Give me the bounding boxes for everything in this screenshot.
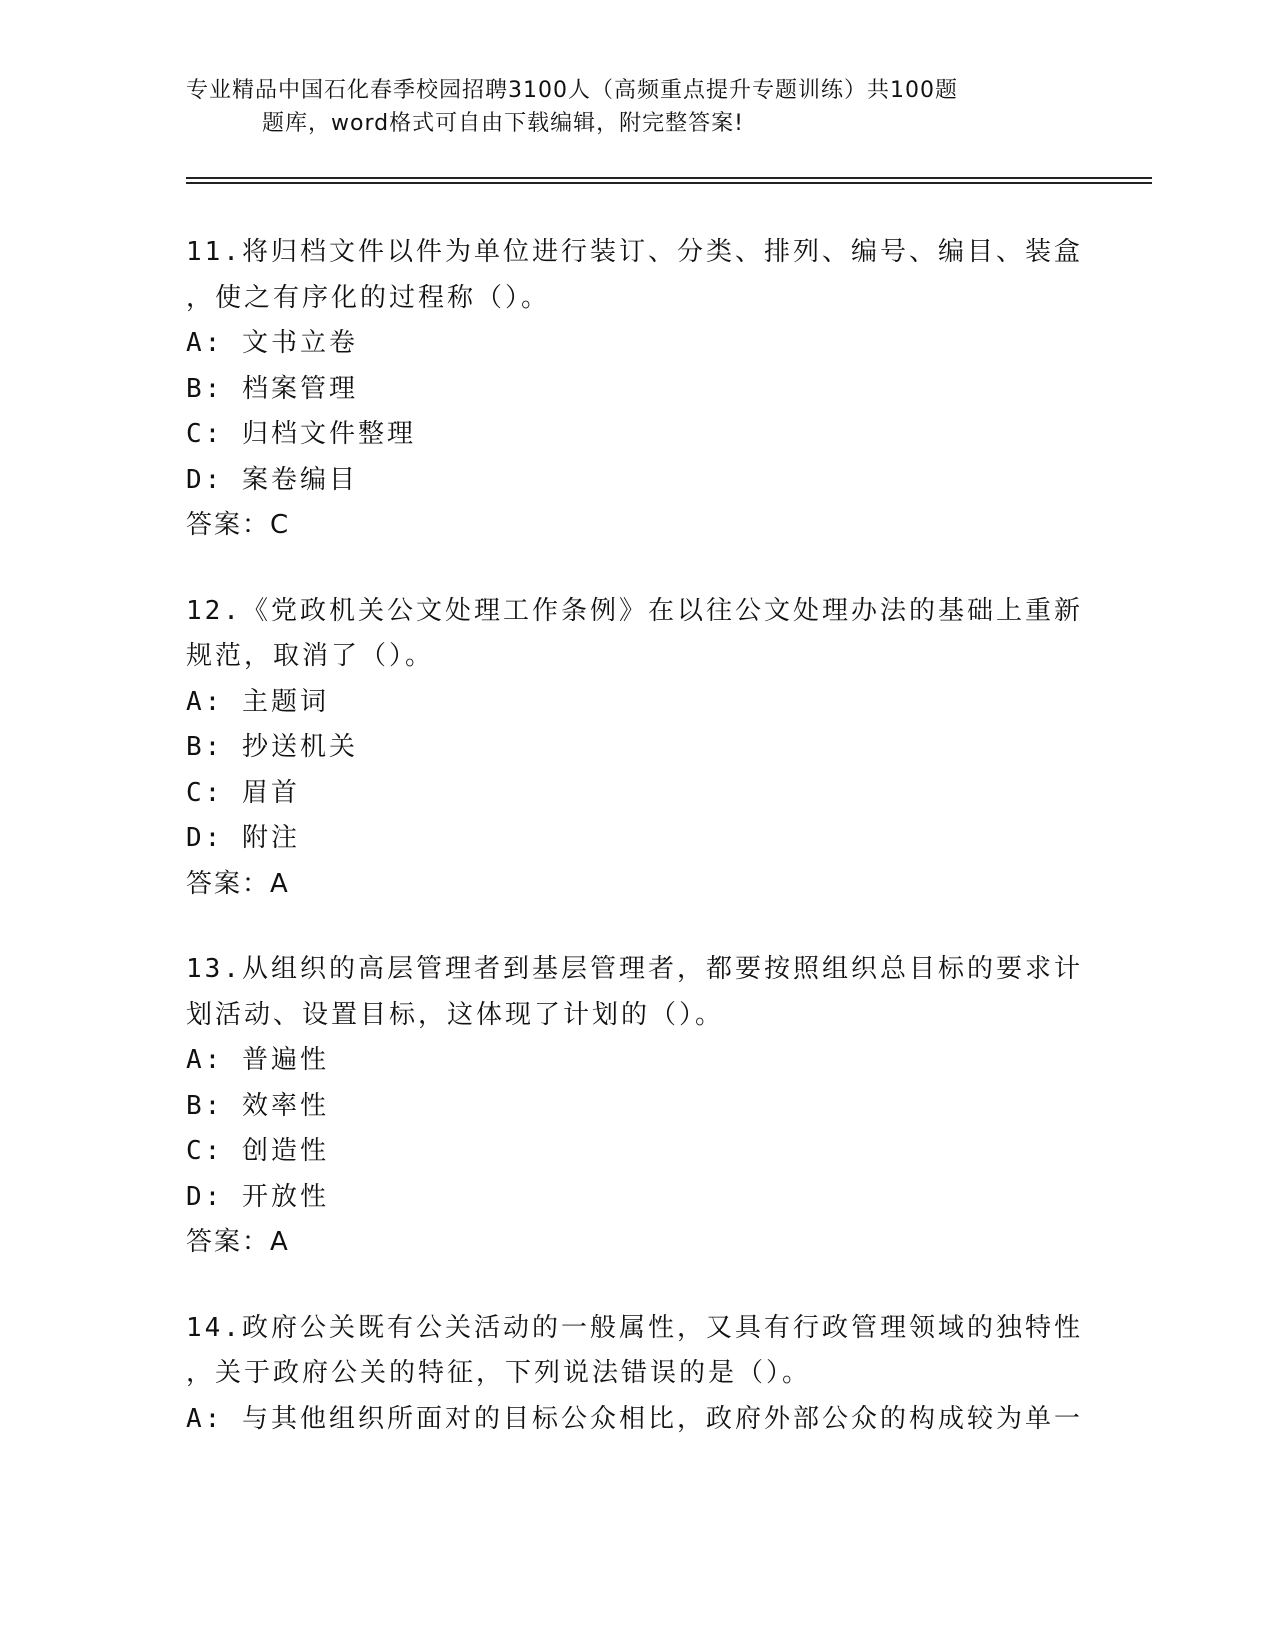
document-header — [186, 74, 1086, 140]
question-14 — [186, 1306, 1086, 1443]
question-stem: 划活动、设置目标，这体现了计划的（）。 — [186, 999, 725, 1030]
option-b: B: 档案管理 — [186, 373, 358, 404]
answer-line: 答案：A — [186, 1227, 290, 1257]
question-stem: ，使之有序化的过程称（）。 — [186, 282, 551, 313]
option-c: C: 归档文件整理 — [186, 419, 416, 449]
option-a: A: 普遍性 — [186, 1045, 329, 1075]
header-title-line-1: 专业精品中国石化春季校园招聘3100人（高频重点提升专题训练）共100题 — [186, 78, 958, 103]
option-a: A: 主题词 — [186, 686, 329, 717]
answer-line: 答案：C — [186, 510, 291, 540]
question-11 — [186, 230, 1086, 549]
option-c: C: 创造性 — [186, 1136, 329, 1166]
question-stem: 12.《党政机关公文处理工作条例》在以往公文处理办法的基础上重新 — [186, 595, 1083, 626]
option-d: D: 案卷编目 — [186, 464, 358, 495]
question-stem: 11.将归档文件以件为单位进行装订、分类、排列、编号、编目、装盒 — [186, 237, 1083, 267]
question-stem: 14.政府公关既有公关活动的一般属性，又具有行政管理领域的独特性 — [186, 1312, 1083, 1343]
question-12 — [186, 589, 1086, 908]
question-stem: 13.从组织的高层管理者到基层管理者，都要按照组织总目标的要求计 — [186, 954, 1083, 984]
option-c: C: 眉首 — [186, 777, 300, 808]
option-d: D: 附注 — [186, 823, 300, 853]
option-d: D: 开放性 — [186, 1181, 329, 1212]
question-stem: 规范，取消了（）。 — [186, 641, 435, 671]
question-list — [186, 230, 1086, 1482]
header-title-line-2: 题库，word格式可自由下载编辑，附完整答案! — [262, 111, 744, 136]
option-a: A: 与其他组织所面对的目标公众相比，政府外部公众的构成较为单一 — [186, 1403, 1083, 1434]
question-stem: ，关于政府公关的特征，下列说法错误的是（）。 — [186, 1358, 812, 1388]
option-b: B: 抄送机关 — [186, 732, 358, 762]
header-divider-bottom — [186, 182, 1152, 184]
question-13 — [186, 947, 1086, 1266]
answer-line: 答案：A — [186, 868, 290, 899]
option-a: A: 文书立卷 — [186, 328, 358, 358]
header-divider-top — [186, 177, 1152, 179]
option-b: B: 效率性 — [186, 1090, 329, 1121]
